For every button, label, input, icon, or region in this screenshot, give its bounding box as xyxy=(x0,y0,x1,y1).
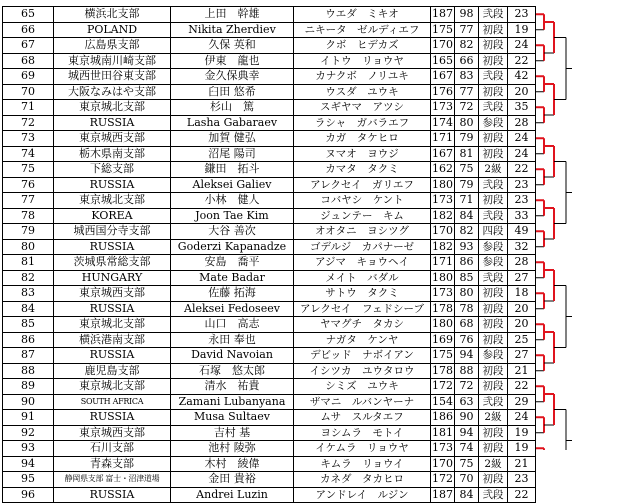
cell-age: 33 xyxy=(508,208,536,224)
cell-affiliation: 東京城北支部 xyxy=(54,100,171,116)
cell-age: 27 xyxy=(508,270,536,286)
cell-affiliation: RUSSIA xyxy=(54,177,171,193)
cell-no: 72 xyxy=(3,115,54,131)
cell-kana: デビッド ナボイアン xyxy=(294,348,431,364)
cell-no: 87 xyxy=(3,348,54,364)
table-row xyxy=(3,270,536,286)
cell-kana: ニキータ ゼルディエフ xyxy=(294,22,431,38)
table-row xyxy=(3,301,536,317)
cell-height: 173 xyxy=(432,193,453,206)
cell-height: 187 xyxy=(432,487,453,501)
cell-rank: 初段 xyxy=(479,441,508,457)
cell-height: 173 xyxy=(432,441,453,454)
cell-age: 19 xyxy=(508,441,536,457)
cell-height: 162 xyxy=(432,162,453,175)
cell-height: 171 xyxy=(432,255,453,268)
cell-name: 上田 幹雄 xyxy=(171,7,294,23)
cell-name: Zamani Lubanyana xyxy=(171,394,294,410)
cell-rank: 初段 xyxy=(479,84,508,100)
cell-age: 23 xyxy=(508,177,536,193)
cell-kana: クボ ヒデカズ xyxy=(294,38,431,54)
cell-rank: 弐段 xyxy=(479,100,508,116)
cell-height: 171 xyxy=(432,131,453,144)
cell-kana: イトウ リョウヤ xyxy=(294,53,431,69)
cell-affiliation: 東京城西支部 xyxy=(54,286,171,302)
cell-name: Mate Badar xyxy=(171,270,294,286)
cell-weight: 72 xyxy=(455,100,479,116)
cell-weight: 71 xyxy=(455,193,479,209)
cell-weight: 85 xyxy=(455,270,479,286)
cell-height: 169 xyxy=(432,332,453,346)
cell-weight: 90 xyxy=(455,410,479,426)
cell-height: 170 xyxy=(432,224,453,237)
cell-affiliation: 東京城北支部 xyxy=(54,379,171,395)
cell-weight: 82 xyxy=(455,224,479,240)
cell-name: 鎌田 拓斗 xyxy=(171,162,294,178)
cell-kana: ヨシムラ モトイ xyxy=(294,425,431,441)
cell-affiliation: 静岡県支部 富士・沼津道場 xyxy=(54,472,171,488)
cell-affiliation: 城西国分寺支部 xyxy=(54,224,171,240)
cell-rank: 弐段 xyxy=(479,177,508,193)
cell-affiliation: HUNGARY xyxy=(54,270,171,286)
cell-weight: 75 xyxy=(455,456,479,472)
cell-age: 28 xyxy=(508,115,536,131)
cell-age: 23 xyxy=(508,472,536,488)
cell-height: 178 xyxy=(432,363,453,377)
cell-height: 154 xyxy=(432,394,453,408)
cell-name: Andrei Luzin xyxy=(171,487,294,503)
table-row xyxy=(3,100,536,116)
cell-rank: 弐段 xyxy=(479,208,508,224)
cell-name: 石塚 悠太郎 xyxy=(171,363,294,379)
table-row xyxy=(3,410,536,426)
cell-weight: 80 xyxy=(455,115,479,131)
cell-kana: カマタ タクミ xyxy=(294,162,431,178)
cell-rank: 初段 xyxy=(479,472,508,488)
cell-weight: 72 xyxy=(455,379,479,395)
cell-kana: カガ タケヒロ xyxy=(294,131,431,147)
cell-no: 75 xyxy=(3,162,54,178)
cell-no: 73 xyxy=(3,131,54,147)
table-row xyxy=(3,317,536,333)
table-row xyxy=(3,286,536,302)
cell-no: 91 xyxy=(3,410,54,426)
cell-rank: 初段 xyxy=(479,363,508,379)
cell-weight: 77 xyxy=(455,84,479,100)
cell-affiliation: KOREA xyxy=(54,208,171,224)
cell-name: Goderzi Kapanadze xyxy=(171,239,294,255)
cell-affiliation: RUSSIA xyxy=(54,410,171,426)
cell-no: 74 xyxy=(3,146,54,162)
cell-rank: 参段 xyxy=(479,115,508,131)
cell-kana: キムラ リョウイ xyxy=(294,456,431,472)
cell-no: 89 xyxy=(3,379,54,395)
cell-rank: 初段 xyxy=(479,38,508,54)
cell-age: 22 xyxy=(508,162,536,178)
cell-rank: 2級 xyxy=(479,410,508,426)
cell-height: 174 xyxy=(432,115,453,129)
cell-height: 175 xyxy=(432,348,453,361)
cell-name: 金田 貴裕 xyxy=(171,472,294,488)
cell-weight: 93 xyxy=(455,239,479,255)
table-row xyxy=(3,22,536,38)
table-row xyxy=(3,394,536,410)
cell-no: 85 xyxy=(3,317,54,333)
cell-affiliation: 鹿児島支部 xyxy=(54,363,171,379)
cell-no: 92 xyxy=(3,425,54,441)
table-row xyxy=(3,115,536,131)
cell-name: 沼尾 陽司 xyxy=(171,146,294,162)
cell-kana: アレクセイ フェドシーブ xyxy=(294,301,431,317)
cell-rank: 初段 xyxy=(479,317,508,333)
cell-no: 70 xyxy=(3,84,54,100)
cell-rank: 参段 xyxy=(479,239,508,255)
cell-no: 76 xyxy=(3,177,54,193)
cell-rank: 参段 xyxy=(479,255,508,271)
table-row xyxy=(3,425,536,441)
table-row xyxy=(3,131,536,147)
cell-no: 71 xyxy=(3,100,54,116)
cell-rank: 参段 xyxy=(479,348,508,364)
cell-height: 173 xyxy=(432,286,453,299)
cell-age: 22 xyxy=(508,53,536,69)
cell-weight: 94 xyxy=(455,425,479,441)
cell-rank: 2級 xyxy=(479,456,508,472)
cell-kana: イシツカ ユウタロウ xyxy=(294,363,431,379)
cell-name: 池村 陵弥 xyxy=(171,441,294,457)
cell-affiliation: 東京城西支部 xyxy=(54,131,171,147)
table-row xyxy=(3,7,536,23)
cell-kana: ジュンテー キム xyxy=(294,208,431,224)
cell-height: 175 xyxy=(432,22,453,36)
table-row xyxy=(3,255,536,271)
cell-age: 42 xyxy=(508,69,536,85)
table-row xyxy=(3,146,536,162)
table-row xyxy=(3,239,536,255)
cell-height: 182 xyxy=(432,208,453,222)
cell-kana: アンドレイ ルジン xyxy=(294,487,431,503)
table-row xyxy=(3,332,536,348)
cell-kana: ラシャ ガバラエフ xyxy=(294,115,431,131)
cell-kana: カネダ タカヒロ xyxy=(294,472,431,488)
cell-age: 20 xyxy=(508,301,536,317)
cell-weight: 68 xyxy=(455,317,479,333)
cell-age: 24 xyxy=(508,146,536,162)
cell-no: 82 xyxy=(3,270,54,286)
cell-height: 187 xyxy=(432,7,453,20)
cell-kana: ムサ スルタエフ xyxy=(294,410,431,426)
cell-kana: オオタニ ヨシツグ xyxy=(294,224,431,240)
cell-age: 35 xyxy=(508,100,536,116)
cell-kana: ヤマグチ タカシ xyxy=(294,317,431,333)
cell-height: 173 xyxy=(432,100,453,113)
cell-name: 加賀 健弘 xyxy=(171,131,294,147)
cell-no: 94 xyxy=(3,456,54,472)
cell-no: 65 xyxy=(3,7,54,23)
cell-weight: 88 xyxy=(455,363,479,379)
cell-affiliation: 横浜港南支部 xyxy=(54,332,171,348)
cell-age: 22 xyxy=(508,487,536,503)
cell-name: Nikita Zherdiev xyxy=(171,22,294,38)
cell-height: 167 xyxy=(432,146,453,160)
cell-affiliation: 東京城北支部 xyxy=(54,317,171,333)
cell-kana: シミズ ユウキ xyxy=(294,379,431,395)
cell-rank: 初段 xyxy=(479,379,508,395)
cell-height: 182 xyxy=(432,239,453,253)
table-row xyxy=(3,472,536,488)
cell-weight: 75 xyxy=(455,162,479,178)
cell-rank: 初段 xyxy=(479,131,508,147)
cell-no: 86 xyxy=(3,332,54,348)
cell-name: 木村 綾偉 xyxy=(171,456,294,472)
cell-age: 20 xyxy=(508,317,536,333)
cell-name: 永田 奉也 xyxy=(171,332,294,348)
cell-no: 79 xyxy=(3,224,54,240)
cell-no: 78 xyxy=(3,208,54,224)
cell-age: 19 xyxy=(508,425,536,441)
cell-name: 小林 健人 xyxy=(171,193,294,209)
table-row xyxy=(3,441,536,457)
cell-weight: 74 xyxy=(455,441,479,457)
table-row xyxy=(3,487,536,503)
table-row xyxy=(3,69,536,85)
cell-weight: 79 xyxy=(455,177,479,193)
cell-age: 28 xyxy=(508,255,536,271)
cell-name: 臼田 悠希 xyxy=(171,84,294,100)
cell-age: 32 xyxy=(508,239,536,255)
cell-affiliation: 大阪なみはや支部 xyxy=(54,84,171,100)
cell-weight: 81 xyxy=(455,146,479,162)
cell-kana: サトウ タクミ xyxy=(294,286,431,302)
cell-weight: 80 xyxy=(455,286,479,302)
cell-weight: 84 xyxy=(455,208,479,224)
cell-no: 81 xyxy=(3,255,54,271)
cell-weight: 84 xyxy=(455,487,479,503)
cell-no: 96 xyxy=(3,487,54,503)
cell-name: 金久保典幸 xyxy=(171,69,294,85)
cell-affiliation: 東京城西支部 xyxy=(54,425,171,441)
cell-name: Aleksei Fedoseev xyxy=(171,301,294,317)
table-row xyxy=(3,379,536,395)
cell-weight: 76 xyxy=(455,332,479,348)
cell-height: 176 xyxy=(432,84,453,98)
cell-name: 佐藤 拓海 xyxy=(171,286,294,302)
cell-rank: 四段 xyxy=(479,224,508,240)
cell-no: 84 xyxy=(3,301,54,317)
cell-age: 29 xyxy=(508,394,536,410)
cell-no: 69 xyxy=(3,69,54,85)
cell-kana: イケムラ リョウヤ xyxy=(294,441,431,457)
table-row xyxy=(3,38,536,54)
cell-height: 165 xyxy=(432,53,453,67)
cell-kana: ウスダ ユウキ xyxy=(294,84,431,100)
cell-affiliation: 石川支部 xyxy=(54,441,171,457)
roster-body xyxy=(3,7,536,503)
cell-age: 25 xyxy=(508,332,536,348)
cell-kana: カナクボ ノリユキ xyxy=(294,69,431,85)
cell-age: 19 xyxy=(508,22,536,38)
cell-age: 21 xyxy=(508,456,536,472)
table-row xyxy=(3,363,536,379)
cell-no: 80 xyxy=(3,239,54,255)
cell-height: 178 xyxy=(432,301,453,315)
cell-age: 24 xyxy=(508,38,536,54)
cell-kana: ヌマオ ヨウジ xyxy=(294,146,431,162)
cell-age: 18 xyxy=(508,286,536,302)
cell-no: 77 xyxy=(3,193,54,209)
cell-rank: 弐段 xyxy=(479,7,508,23)
cell-rank: 初段 xyxy=(479,146,508,162)
cell-affiliation: 青森支部 xyxy=(54,456,171,472)
cell-weight: 82 xyxy=(455,38,479,54)
cell-rank: 初段 xyxy=(479,53,508,69)
cell-height: 180 xyxy=(432,270,453,284)
cell-height: 186 xyxy=(432,410,453,423)
cell-height: 167 xyxy=(432,69,453,82)
cell-weight: 66 xyxy=(455,53,479,69)
cell-name: Joon Tae Kim xyxy=(171,208,294,224)
cell-no: 95 xyxy=(3,472,54,488)
cell-name: David Navoian xyxy=(171,348,294,364)
cell-kana: アレクセイ ガリエフ xyxy=(294,177,431,193)
cell-age: 27 xyxy=(508,348,536,364)
cell-affiliation: 栃木県南支部 xyxy=(54,146,171,162)
cell-height: 180 xyxy=(432,317,453,330)
cell-rank: 初段 xyxy=(479,301,508,317)
cell-affiliation: RUSSIA xyxy=(54,487,171,503)
cell-affiliation: 東京城北支部 xyxy=(54,193,171,209)
cell-affiliation: 茨城県常総支部 xyxy=(54,255,171,271)
cell-age: 20 xyxy=(508,84,536,100)
cell-name: 清水 祐貴 xyxy=(171,379,294,395)
cell-height: 180 xyxy=(432,177,453,191)
cell-weight: 78 xyxy=(455,301,479,317)
cell-rank: 初段 xyxy=(479,425,508,441)
cell-rank: 初段 xyxy=(479,22,508,38)
cell-weight: 94 xyxy=(455,348,479,364)
roster-table xyxy=(2,6,536,503)
table-row xyxy=(3,162,536,178)
table-row xyxy=(3,456,536,472)
cell-weight: 79 xyxy=(455,131,479,147)
cell-name: 山口 高志 xyxy=(171,317,294,333)
cell-weight: 70 xyxy=(455,472,479,488)
cell-age: 49 xyxy=(508,224,536,240)
table-row xyxy=(3,348,536,364)
cell-kana: ウエダ ミキオ xyxy=(294,7,431,23)
cell-rank: 弐段 xyxy=(479,394,508,410)
cell-kana: コバヤシ ケント xyxy=(294,193,431,209)
cell-rank: 弐段 xyxy=(479,270,508,286)
cell-name: 伊東 龍也 xyxy=(171,53,294,69)
cell-name: 久保 英和 xyxy=(171,38,294,54)
cell-affiliation: POLAND xyxy=(54,22,171,38)
cell-age: 24 xyxy=(508,131,536,147)
table-row xyxy=(3,208,536,224)
cell-rank: 初段 xyxy=(479,193,508,209)
cell-no: 67 xyxy=(3,38,54,54)
cell-rank: 2級 xyxy=(479,162,508,178)
cell-kana: アジマ キョウヘイ xyxy=(294,255,431,271)
cell-affiliation: RUSSIA xyxy=(54,115,171,131)
cell-no: 66 xyxy=(3,22,54,38)
cell-rank: 弐段 xyxy=(479,69,508,85)
cell-name: 杉山 篤 xyxy=(171,100,294,116)
cell-affiliation: 横浜北支部 xyxy=(54,7,171,23)
cell-rank: 初段 xyxy=(479,332,508,348)
table-row xyxy=(3,177,536,193)
cell-kana: メイト バダル xyxy=(294,270,431,286)
table-row xyxy=(3,84,536,100)
cell-no: 83 xyxy=(3,286,54,302)
cell-affiliation: RUSSIA xyxy=(54,348,171,364)
cell-affiliation: 広島県支部 xyxy=(54,38,171,54)
cell-no: 93 xyxy=(3,441,54,457)
cell-height: 172 xyxy=(432,379,453,392)
cell-affiliation: RUSSIA xyxy=(54,301,171,317)
cell-no: 90 xyxy=(3,394,54,410)
cell-kana: スギヤマ アツシ xyxy=(294,100,431,116)
cell-name: 吉村 基 xyxy=(171,425,294,441)
cell-kana: ナガタ ケンヤ xyxy=(294,332,431,348)
cell-name: Aleksei Galiev xyxy=(171,177,294,193)
table-row xyxy=(3,53,536,69)
cell-height: 170 xyxy=(432,456,453,470)
cell-rank: 初段 xyxy=(479,286,508,302)
cell-name: 安島 喬平 xyxy=(171,255,294,271)
cell-age: 23 xyxy=(508,7,536,23)
table-row xyxy=(3,224,536,240)
cell-height: 181 xyxy=(432,425,453,439)
table-row xyxy=(3,193,536,209)
cell-name: Musa Sultaev xyxy=(171,410,294,426)
cell-no: 68 xyxy=(3,53,54,69)
cell-weight: 63 xyxy=(455,394,479,410)
cell-affiliation: SOUTH AFRICA xyxy=(54,394,171,410)
cell-name: 大谷 善次 xyxy=(171,224,294,240)
cell-affiliation: 東京城南川崎支部 xyxy=(54,53,171,69)
cell-weight: 77 xyxy=(455,22,479,38)
cell-affiliation: 城西世田谷東支部 xyxy=(54,69,171,85)
cell-age: 23 xyxy=(508,193,536,209)
cell-weight: 86 xyxy=(455,255,479,271)
cell-weight: 83 xyxy=(455,69,479,85)
cell-weight: 98 xyxy=(455,7,479,23)
cell-age: 22 xyxy=(508,379,536,395)
cell-height: 172 xyxy=(432,472,453,485)
cell-name: Lasha Gabaraev xyxy=(171,115,294,131)
cell-kana: ゴデルジ カパナーゼ xyxy=(294,239,431,255)
cell-age: 24 xyxy=(508,410,536,426)
cell-affiliation: RUSSIA xyxy=(54,239,171,255)
cell-kana: ザマニ ルバンヤーナ xyxy=(294,394,431,410)
cell-rank: 弐段 xyxy=(479,487,508,503)
cell-affiliation: 下総支部 xyxy=(54,162,171,178)
cell-age: 21 xyxy=(508,363,536,379)
cell-no: 88 xyxy=(3,363,54,379)
cell-height: 170 xyxy=(432,38,453,51)
